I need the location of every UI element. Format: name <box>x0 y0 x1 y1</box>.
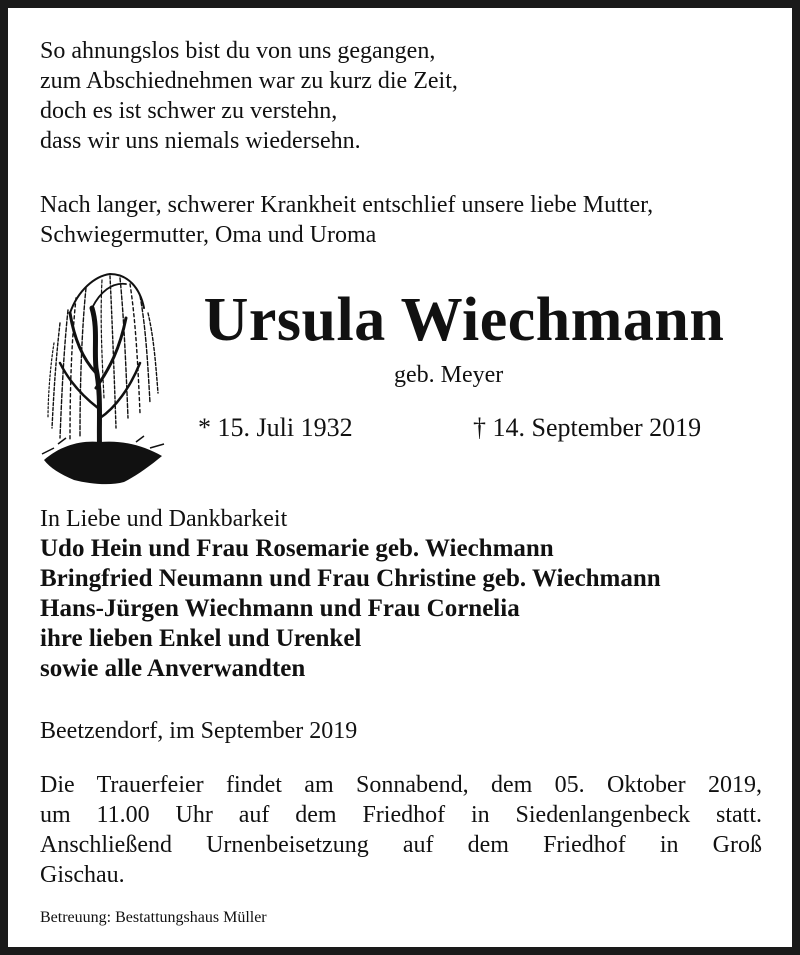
ceremony-line: um 11.00 Uhr auf dem Friedhof in Siedenlangenbeck statt. <box>40 802 762 828</box>
maiden-name: geb. Meyer <box>394 362 504 388</box>
family-heading: In Liebe und Dankbarkeit <box>40 506 288 532</box>
poem <box>40 36 762 156</box>
mourner-line: sowie alle Anverwandten <box>40 655 306 682</box>
deceased-name: Ursula Wiechmann <box>203 286 725 354</box>
family-section <box>40 504 762 684</box>
ceremony-line: Anschließend Urnenbeisetzung auf dem Friedhof in Groß <box>40 832 762 858</box>
intro-line: Schwiegermutter, Oma und Uroma <box>40 222 377 248</box>
ceremony-info <box>40 770 762 890</box>
intro-text <box>40 190 762 250</box>
place-date: Beetzendorf, im September 2019 <box>40 718 358 744</box>
ceremony-line: Die Trauerfeier findet am Sonnabend, dem 05. Oktober 2019, <box>40 772 762 798</box>
poem-line: dass wir uns niemals wiedersehn. <box>40 128 361 154</box>
intro-line: Nach langer, schwerer Krankheit entschlief unsere liebe Mutter, <box>40 192 654 218</box>
mourner-line: Bringfried Neumann und Frau Christine geb. Wiechmann <box>40 565 661 592</box>
death-date: † 14. September 2019 <box>473 413 702 442</box>
birth-date: * 15. Juli 1932 <box>198 413 353 442</box>
mourner-line: Hans-Jürgen Wiechmann und Frau Cornelia <box>40 595 520 622</box>
weeping-willow-icon <box>40 268 166 486</box>
ceremony-line: Gischau. <box>40 862 125 888</box>
funeral-home-credit: Betreuung: Bestattungshaus Müller <box>40 909 267 926</box>
poem-line: zum Abschiednehmen war zu kurz die Zeit, <box>40 68 458 94</box>
mourner-line: Udo Hein und Frau Rosemarie geb. Wiechmann <box>40 535 554 562</box>
mourner-line: ihre lieben Enkel und Urenkel <box>40 625 362 652</box>
poem-line: doch es ist schwer zu verstehn, <box>40 98 338 124</box>
poem-line: So ahnungslos bist du von uns gegangen, <box>40 38 436 64</box>
